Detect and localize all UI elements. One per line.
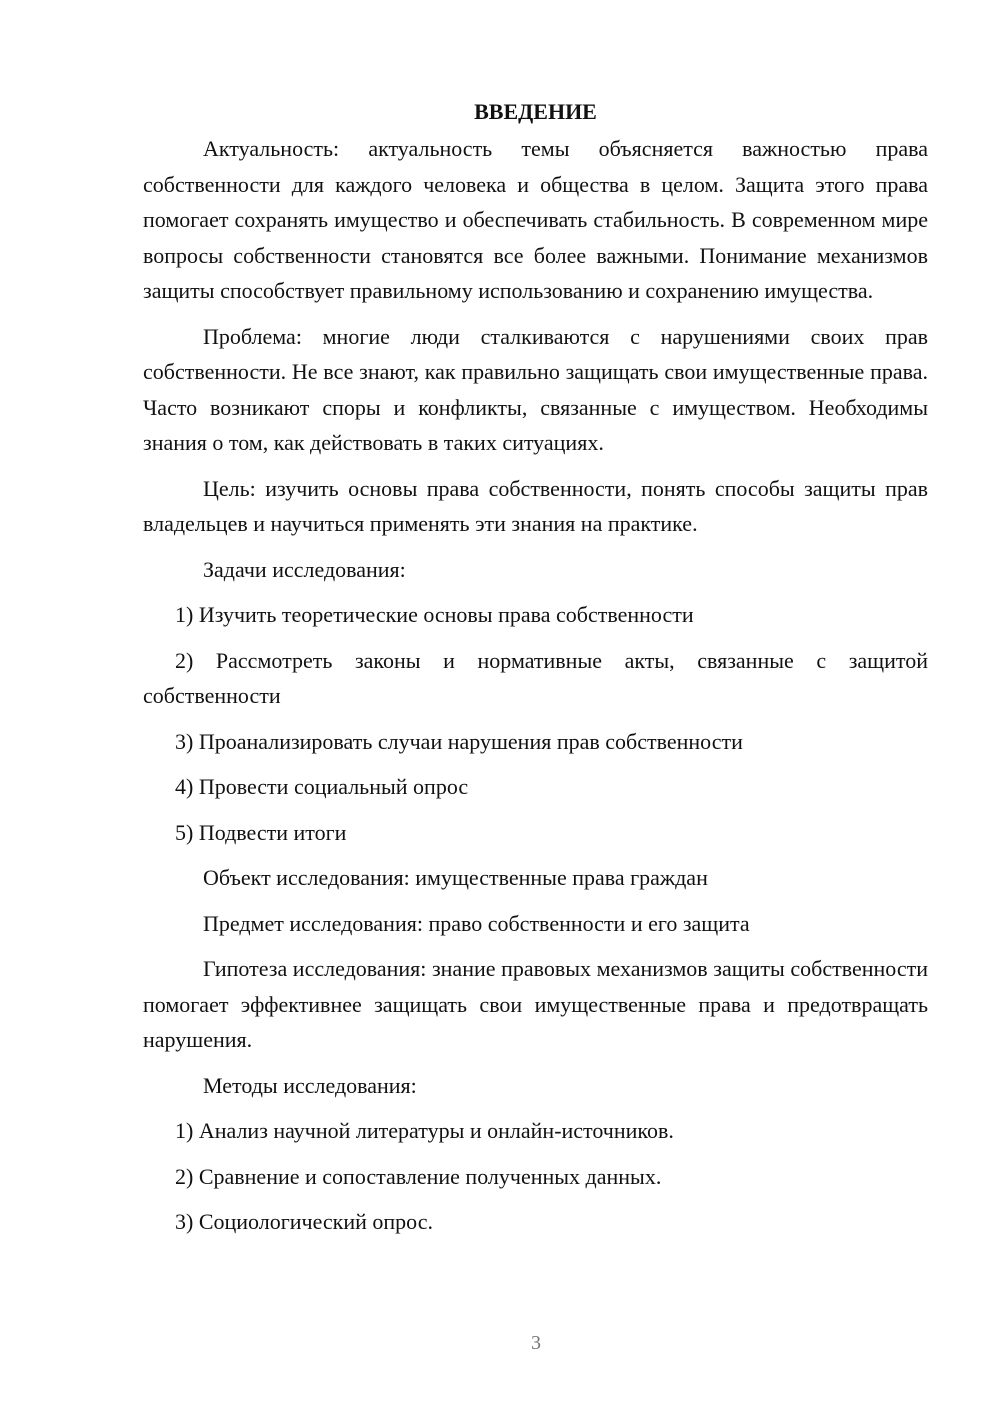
methods-label: Методы исследования:	[203, 1072, 417, 1098]
page-number: 3	[531, 1332, 541, 1354]
method-item: 2) Сравнение и сопоставление полученных данных.	[175, 1163, 662, 1189]
method-item: 1) Анализ научной литературы и онлайн-источников.	[175, 1118, 674, 1143]
task-item: 1) Изучить теоретические основы права собственности	[175, 602, 694, 627]
tasks-label: Задачи исследования:	[203, 556, 406, 582]
method-item: 3) Социологический опрос.	[175, 1209, 433, 1234]
section-heading: ВВЕДЕНИЕ	[474, 99, 597, 124]
subject-paragraph: Предмет исследования: право собственности и его защита	[203, 910, 750, 936]
task-item: 3) Проанализировать случаи нарушения прав собственности	[175, 728, 743, 754]
hypothesis-paragraph: Гипотеза исследования: знание правовых механизмов защиты собственности помогает эффективнее защищать свои имущественные права и предотвращать нарушения.	[143, 956, 928, 1052]
goal-paragraph: Цель: изучить основы права собственности, понять способы защиты прав владельцев и научиться применять эти знания на практике.	[143, 475, 928, 536]
relevance-paragraph: Актуальность: актуальность темы объясняется важностью права собственности для каждого человека и общества в целом. Защита этого права помогает сохранять имущество и обеспечивать стабильность. В современном мире вопросы собственности становятся все более важными. Понимание механизмов защиты способствует правильному использованию и сохранению имущества.	[143, 136, 928, 303]
task-item: 2) Рассмотреть законы и нормативные акты, связанные с защитой собственности	[143, 647, 928, 708]
problem-paragraph: Проблема: многие люди сталкиваются с нарушениями своих прав собственности. Не все знают, как правильно защищать свои имущественные права. Часто возникают споры и конфликты, связанные с имуществом. Необходимы знания о том, как действовать в таких ситуациях.	[143, 323, 928, 455]
task-item: 5) Подвести итоги	[175, 819, 347, 845]
page-content	[143, 94, 928, 1250]
task-item: 4) Провести социальный опрос	[175, 774, 469, 799]
object-paragraph: Объект исследования: имущественные права граждан	[203, 865, 708, 890]
